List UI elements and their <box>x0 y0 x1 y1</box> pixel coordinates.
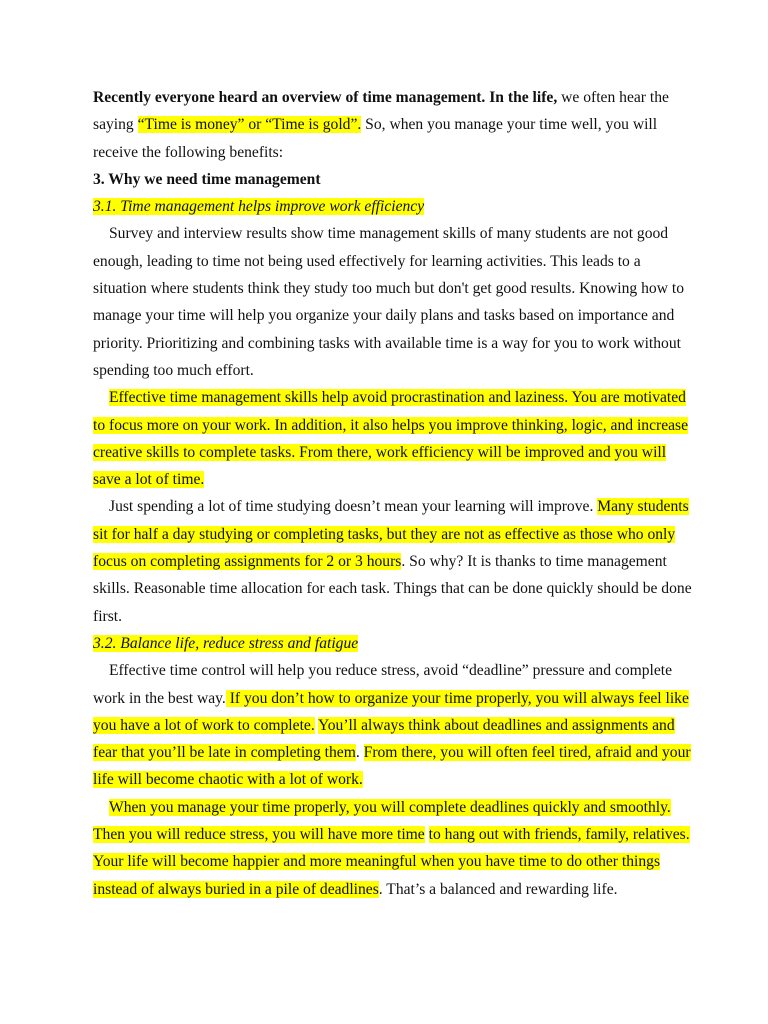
paragraph-3-1-2 <box>93 384 693 493</box>
highlight-text: When you manage your time properly, you will complete deadlines quickly and smoothly. Then you will reduce stress, you will have more time <box>93 798 671 844</box>
highlight-text: You’ll always think about deadlines and assignments and fear that you’ll be late in completing them <box>93 716 675 762</box>
subheading-3-2 <box>93 630 693 657</box>
highlight-text: Many students sit for half a day studying or completing tasks, but they are not as effective as those who only focus on completing assignments for 2 or 3 hours <box>93 498 689 571</box>
body-text: . That’s a balanced and rewarding life. <box>378 880 618 898</box>
body-text: Effective time control will help you reduce stress, avoid “deadline” pressure and complete work in the best way. <box>93 662 673 707</box>
intro-bold-lead: Recently everyone heard an overview of time management. In the life, <box>93 89 558 106</box>
subheading-3-2-text: 3.2. Balance life, reduce stress and fatigue <box>93 634 359 652</box>
document-page <box>93 84 693 903</box>
highlight-text: Effective time management skills help avoid procrastination and laziness. You are motivated to focus more on your work. In addition, it also helps you improve thinking, logic, and increase creative skills to complete tasks. From there, work efficiency will be improved and you will save a lot of time. <box>93 389 689 489</box>
highlight-text: If you don’t how to organize your time properly, you will always feel like you have a lot of work to complete. <box>93 689 689 734</box>
intro-paragraph <box>93 84 693 166</box>
highlight-text: to hang out with friends, family, relatives. Your life will become happier and more meaningful when you have time to do other things instead of always buried in a pile of deadlines <box>93 826 690 898</box>
intro-highlight-quote: “Time is money” or “Time is gold”. <box>137 116 362 134</box>
paragraph-3-1-1: Survey and interview results show time management skills of many students are not good enough, leading to time not being used effectively for learning activities. This leads to a situation where students think they study too much but don't get good results. Knowing how to manage your time will help you organize your daily plans and tasks based on importance and priority. Prioritizing and combining tasks with available time is a way for you to work without spending too much effort. <box>93 225 684 379</box>
body-text: . So why? It is thanks to time management skills. Reasonable time allocation for each task. Things that can be done quickly should be done first. <box>93 553 692 625</box>
highlight-text: From there, you will often feel tired, afraid and your life will become chaotic with a lot of work. <box>93 744 691 789</box>
paragraph-3-1-3 <box>93 493 693 629</box>
intro-text: So, when you manage your time well, you will receive the following benefits: <box>93 116 658 161</box>
paragraph-3-2-2 <box>93 794 693 903</box>
section-heading: 3. Why we need time management <box>93 170 321 188</box>
paragraph-3-2-1 <box>93 657 693 793</box>
subheading-3-1-text: 3.1. Time management helps improve work efficiency <box>93 198 425 216</box>
body-text: Just spending a lot of time studying doesn’t mean your learning will improve. <box>109 498 598 516</box>
intro-text: we often hear the saying <box>93 89 669 134</box>
body-text: . <box>355 744 364 762</box>
subheading-3-1 <box>93 193 693 220</box>
